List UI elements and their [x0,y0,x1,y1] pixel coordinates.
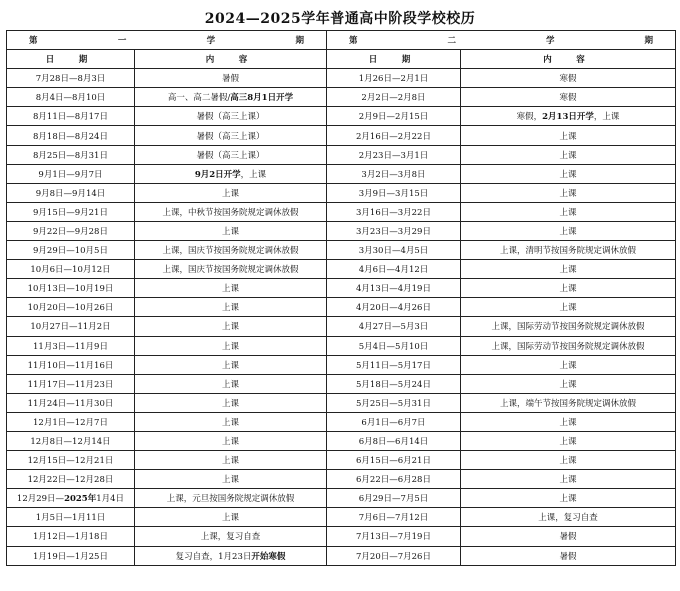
content-text: 上课 [559,475,577,486]
content-text: 上课 [559,169,577,180]
second-semester-content-cell [461,451,676,470]
sem1-char: 一 [117,36,127,47]
second-semester-content-cell [461,317,676,336]
second-semester-date-cell: 6月1日—6月7日 [327,412,461,431]
second-semester-content-cell [461,298,676,317]
table-row [7,451,676,470]
first-semester-date-cell [7,412,135,431]
table-row [7,69,676,88]
content-text: 上课 [559,284,577,295]
second-semester-content-cell [461,202,676,221]
content-header-2: 内 容 [461,50,676,69]
second-semester-date-cell: 5月18日—5月24日 [327,374,461,393]
first-semester-content-cell [135,69,327,88]
table-row [7,145,676,164]
content-text: 上课 [221,437,239,448]
page-title: 2024—2025学年普通高中阶段学校校历 [204,11,476,27]
table-row [7,241,676,260]
table-row [7,260,676,279]
table-row [7,393,676,412]
first-semester-content-cell [135,527,327,546]
date-text: 12月29日— [16,494,65,505]
second-semester-content-cell [461,241,676,260]
content-text: 寒假 [559,93,577,104]
first-semester-date-cell [7,489,135,508]
table-row [7,88,676,107]
first-semester-date-cell [7,393,135,412]
table-row [7,221,676,240]
content-text: 寒假， [516,112,543,123]
content-text: 上课 [221,379,239,390]
first-semester-date-cell [7,451,135,470]
date-text: 1月4日 [96,494,125,505]
date-text: 1月19日—1月25日 [33,551,108,562]
first-semester-content-cell [135,489,327,508]
content-header-1: 内 容 [135,50,327,69]
second-semester-date-cell: 3月2日—3月8日 [327,164,461,183]
second-semester-content-cell [461,374,676,393]
second-semester-date-cell: 6月22日—6月28日 [327,470,461,489]
first-semester-date-cell [7,527,135,546]
content-text: 上课 [221,398,239,409]
content-text: 上课，复习自查 [538,513,598,524]
table-row [7,336,676,355]
second-semester-date-cell: 3月9日—3月15日 [327,183,461,202]
first-semester-content-cell [135,336,327,355]
content-text: 上课，国际劳动节按国务院规定调休放假 [491,322,645,333]
content-text: 上课 [221,188,239,199]
first-semester-date-cell [7,69,135,88]
table-row [7,431,676,450]
first-semester-date-cell [7,279,135,298]
second-semester-date-cell: 5月4日—5月10日 [327,336,461,355]
content-text: ，上课 [593,112,620,123]
first-semester-content-cell [135,355,327,374]
first-semester-content-cell [135,374,327,393]
first-semester-date-cell [7,336,135,355]
content-text: 暑假 [559,551,577,562]
first-semester-date-cell [7,202,135,221]
table-row [7,470,676,489]
table-row [7,508,676,527]
date-text: 9月22日—9月28日 [33,226,108,237]
content-text: 上课 [559,494,577,505]
sem2-char: 期 [644,36,653,47]
first-semester-date-cell [7,317,135,336]
second-semester-content-cell [461,336,676,355]
date-text: 8月11日—8月17日 [33,112,108,123]
content-text: 上课 [221,322,239,333]
second-semester-content-cell [461,183,676,202]
first-semester-content-cell [135,183,327,202]
first-semester-date-cell [7,88,135,107]
second-semester-content-cell [461,260,676,279]
date-text: 9月15日—9月21日 [33,207,108,218]
first-semester-date-cell [7,374,135,393]
content-text: 上课 [221,513,239,524]
content-text: 上课 [221,226,239,237]
second-semester-content-cell [461,107,676,126]
content-text: 上课，中秋节按国务院规定调休放假 [162,207,299,218]
content-text: 上课 [221,341,239,352]
sem2-char: 学 [545,36,555,47]
second-semester-date-cell: 7月13日—7月19日 [327,527,461,546]
content-text: 上课 [559,379,577,390]
second-semester-content-cell [461,412,676,431]
first-semester-content-cell [135,241,327,260]
content-text: 上课 [221,475,239,486]
second-semester-header [327,31,676,50]
first-semester-date-cell [7,221,135,240]
content-text: 上课 [221,456,239,467]
first-semester-date-cell [7,508,135,527]
date-text: 1月5日—1月11日 [35,513,106,524]
content-text-bold: 开始寒假 [251,551,286,562]
content-text: 上课 [559,303,577,314]
second-semester-date-cell: 5月11日—5月17日 [327,355,461,374]
first-semester-content-cell [135,107,327,126]
first-semester-date-cell [7,164,135,183]
date-text: 9月29日—10月5日 [33,246,108,257]
second-semester-content-cell [461,355,676,374]
table-row [7,412,676,431]
content-text-bold: 2月13日开学 [542,112,594,123]
sem1-char: 学 [206,36,216,47]
date-text: 9月1日—9月7日 [38,169,103,180]
sem2-char: 二 [447,36,456,47]
table-row [7,355,676,374]
date-header-1: 日 期 [7,50,135,69]
column-header-row [7,50,676,69]
content-text: 寒假 [559,74,577,85]
date-text: 11月3日—11月9日 [33,341,108,352]
first-semester-date-cell [7,546,135,565]
date-text: 10月6日—10月12日 [30,265,111,276]
first-semester-date-cell [7,126,135,145]
first-semester-content-cell [135,88,327,107]
table-row [7,279,676,298]
second-semester-content-cell [461,164,676,183]
table-row [7,298,676,317]
date-text-bold: 2025年 [64,494,97,505]
table-row [7,374,676,393]
content-text: 上课 [559,150,577,161]
sem2-char: 第 [349,36,358,47]
date-text: 12月15日—12月21日 [27,456,114,467]
first-semester-content-cell [135,393,327,412]
first-semester-date-cell [7,431,135,450]
date-text: 11月17日—11月23日 [27,379,114,390]
content-text: 暑假 [221,74,239,85]
first-semester-date-cell [7,470,135,489]
first-semester-content-cell [135,298,327,317]
content-text: 暑假（高三上课） [196,112,265,123]
date-text: 8月18日—8月24日 [33,131,108,142]
date-text: 9月8日—9月14日 [35,188,106,199]
table-row [7,317,676,336]
first-semester-content-cell [135,470,327,489]
table-row [7,489,676,508]
content-text: 上课 [559,265,577,276]
date-text: 11月10日—11月16日 [27,360,114,371]
first-semester-content-cell [135,412,327,431]
second-semester-date-cell: 3月16日—3月22日 [327,202,461,221]
second-semester-date-cell: 2月2日—2月8日 [327,88,461,107]
first-semester-content-cell [135,431,327,450]
date-text: 8月4日—8月10日 [35,93,106,104]
second-semester-date-cell: 7月6日—7月12日 [327,508,461,527]
second-semester-content-cell [461,470,676,489]
content-text: 暑假（高三上课） [196,131,265,142]
first-semester-content-cell [135,317,327,336]
content-text-bold: 高三8月1日开学 [230,93,294,104]
content-text: 上课 [559,360,577,371]
content-text: 上课 [559,456,577,467]
first-semester-date-cell [7,145,135,164]
second-semester-date-cell: 2月23日—3月1日 [327,145,461,164]
content-text: 上课 [559,188,577,199]
content-text: 高一、高二暑假/ [167,93,231,104]
date-text: 7月28日—8月3日 [35,74,106,85]
second-semester-date-cell: 5月25日—5月31日 [327,393,461,412]
table-row [7,126,676,145]
content-text: 上课，端午节按国务院规定调休放假 [499,398,636,409]
content-text: 上课 [559,207,577,218]
table-row [7,107,676,126]
second-semester-content-cell [461,145,676,164]
first-semester-content-cell [135,164,327,183]
second-semester-date-cell: 2月9日—2月15日 [327,107,461,126]
first-semester-content-cell [135,508,327,527]
content-text: 上课 [559,417,577,428]
content-text: 上课，清明节按国务院规定调休放假 [499,246,636,257]
first-semester-header [7,31,327,50]
first-semester-content-cell [135,279,327,298]
content-text: 上课，复习自查 [200,532,261,543]
sem1-char: 期 [295,36,304,47]
content-text: 上课 [221,417,239,428]
content-text: 上课 [559,437,577,448]
date-text: 1月12日—1月18日 [33,532,108,543]
sem1-char: 第 [29,36,38,47]
table-row [7,527,676,546]
content-text: 复习自查，1月23日 [175,551,252,562]
second-semester-date-cell: 3月23日—3月29日 [327,221,461,240]
second-semester-date-cell: 3月30日—4月5日 [327,241,461,260]
second-semester-date-cell: 1月26日—2月1日 [327,69,461,88]
second-semester-content-cell [461,546,676,565]
first-semester-date-cell [7,241,135,260]
first-semester-content-cell [135,145,327,164]
second-semester-content-cell [461,279,676,298]
second-semester-date-cell: 4月13日—4月19日 [327,279,461,298]
second-semester-content-cell [461,88,676,107]
first-semester-content-cell [135,221,327,240]
table-row [7,183,676,202]
first-semester-date-cell [7,260,135,279]
date-text: 10月13日—10月19日 [27,284,114,295]
first-semester-date-cell [7,183,135,202]
content-text: 上课，国际劳动节按国务院规定调休放假 [491,341,645,352]
date-text: 12月1日—12月7日 [33,417,108,428]
first-semester-content-cell [135,546,327,565]
second-semester-content-cell [461,221,676,240]
date-text: 11月24日—11月30日 [27,398,114,409]
content-text: 上课，国庆节按国务院规定调休放假 [162,246,299,257]
first-semester-content-cell [135,126,327,145]
table-row [7,164,676,183]
date-text: 10月20日—10月26日 [27,303,114,314]
first-semester-content-cell [135,451,327,470]
second-semester-date-cell: 4月20日—4月26日 [327,298,461,317]
content-text-bold: 9月2日开学 [194,169,241,180]
second-semester-content-cell [461,393,676,412]
second-semester-date-cell: 6月29日—7月5日 [327,489,461,508]
content-text: 上课 [559,226,577,237]
content-text: 暑假（高三上课） [196,150,265,161]
content-text: 上课 [221,303,239,314]
second-semester-date-cell: 6月8日—6月14日 [327,431,461,450]
content-text: 暑假 [559,532,577,543]
content-text: 上课 [559,131,577,142]
second-semester-date-cell: 4月6日—4月12日 [327,260,461,279]
first-semester-date-cell [7,107,135,126]
content-text: 上课 [221,284,239,295]
first-semester-date-cell [7,355,135,374]
second-semester-date-cell: 6月15日—6月21日 [327,451,461,470]
date-header-2: 日 期 [327,50,461,69]
date-text: 8月25日—8月31日 [33,150,108,161]
second-semester-date-cell: 7月20日—7月26日 [327,546,461,565]
date-text: 12月22日—12月28日 [27,475,114,486]
first-semester-content-cell [135,202,327,221]
school-calendar-table [6,30,676,566]
content-text: 上课，国庆节按国务院规定调休放假 [162,265,299,276]
table-row [7,202,676,221]
second-semester-content-cell [461,69,676,88]
second-semester-content-cell [461,126,676,145]
first-semester-content-cell [135,260,327,279]
second-semester-content-cell [461,527,676,546]
content-text: 上课，元旦按国务院规定调休放假 [166,494,295,505]
second-semester-date-cell: 2月16日—2月22日 [327,126,461,145]
second-semester-content-cell [461,431,676,450]
second-semester-content-cell [461,489,676,508]
semester-header-row [7,31,676,50]
content-text: 上课 [221,360,239,371]
content-text: ，上课 [240,169,267,180]
date-text: 10月27日—11月2日 [30,322,111,333]
date-text: 12月8日—12月14日 [30,437,111,448]
second-semester-content-cell [461,508,676,527]
second-semester-date-cell: 4月27日—5月3日 [327,317,461,336]
first-semester-date-cell [7,298,135,317]
table-row [7,546,676,565]
